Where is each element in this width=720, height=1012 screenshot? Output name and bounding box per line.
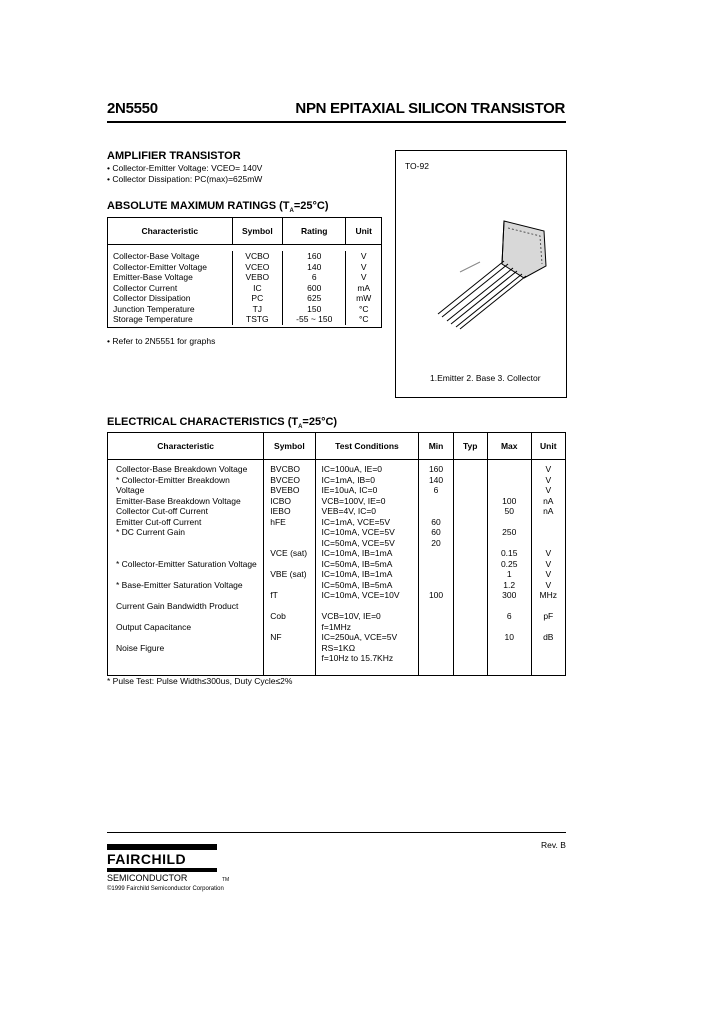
electrical-note: * Pulse Test: Pulse Width≤300us, Duty Cycle≤2% (107, 676, 293, 686)
table-row: Collector Current IC 600 mA (108, 283, 382, 294)
to92-package-icon (416, 206, 556, 336)
document-title: NPN EPITAXIAL SILICON TRANSISTOR (295, 100, 565, 117)
abs-max-note: • Refer to 2N5551 for graphs (107, 336, 216, 346)
brand-logo: FAIRCHILD (107, 851, 187, 867)
col-header: Symbol (264, 433, 315, 460)
col-header: Symbol (232, 218, 282, 245)
col-header: Test Conditions (315, 433, 419, 460)
copyright: ©1999 Fairchild Semiconductor Corporation (107, 886, 224, 892)
package-pins: 1.Emitter 2. Base 3. Collector (430, 373, 541, 383)
table-row: Collector-Base Voltage VCBO 160 V (108, 251, 382, 262)
amplifier-bullet: • Collector-Emitter Voltage: VCEO= 140V (107, 163, 263, 173)
col-header: Min (419, 433, 453, 460)
electrical-heading: ELECTRICAL CHARACTERISTICS $(T_A=25^\circ C)$ (107, 416, 338, 431)
col-header: Unit (346, 218, 382, 245)
col-header: Max (487, 433, 531, 460)
unit-cell: V V V nA nA V V V V MHz pF dB (531, 460, 565, 676)
table-row: Collector-Emitter Voltage VCEO 140 V (108, 262, 382, 273)
conditions-cell: IC=100uA, IE=0 IC=1mA, IB=0 IE=10uA, IC=0 VCB=100V, IE=0 VEB=4V, IC=0 IC=1mA, VCE=5V IC=10mA, VCE=5V IC=50mA, VCE=5V IC=10mA, IB=1mA IC=50mA, IB=5mA IC=10mA, IB=1mA IC=50mA, IB=5mA IC=10mA, VCE=10V VCB=10V, IE=0 f=1MHz IC=250uA, VCE=5V RS=1KΩ f=10Hz to 15.7KHz (315, 460, 419, 676)
electrical-table (107, 432, 566, 676)
logo-bar-bottom (107, 868, 217, 872)
package-box (395, 150, 567, 398)
characteristic-cell: Collector-Base Breakdown Voltage * Collector-Emitter Breakdown Voltage Emitter-Base Breakdown Voltage Collector Cut-off Current Emitter Cut-off Current * DC Current Gain * Collector-Emitter Saturation Voltage * Base-Emitter Saturation Voltage Current Gain Bandwidth Product Output Capacitance Noise Figure (108, 460, 264, 676)
footer-rule (107, 832, 566, 833)
logo-bar-top (107, 844, 217, 850)
col-header: Typ (453, 433, 487, 460)
abs-max-heading: ABSOLUTE MAXIMUM RATINGS $(T_A=25^\circ C)$ (107, 200, 329, 215)
amplifier-heading: AMPLIFIER TRANSISTOR (107, 150, 241, 162)
package-name: TO-92 (405, 161, 429, 171)
header-rule (107, 121, 566, 123)
col-header: Characteristic (108, 218, 233, 245)
table-row: Emitter-Base Voltage VEBO 6 V (108, 272, 382, 283)
brand-sub: SEMICONDUCTOR (107, 873, 188, 883)
part-number: 2N5550 (107, 100, 158, 117)
trademark: TM (222, 877, 230, 883)
table-row: Junction Temperature TJ 150 °C (108, 304, 382, 315)
typ-cell (453, 460, 487, 676)
symbol-cell: BVCBO BVCEO BVEBO ICBO IEBO hFE VCE (sat) VBE (sat) fT Cob NF (264, 460, 315, 676)
table-body (108, 460, 566, 676)
max-cell: 100 50 250 0.15 0.25 1 1.2 300 6 10 (487, 460, 531, 676)
min-cell: 160 140 6 60 60 20 100 (419, 460, 453, 676)
abs-max-table (107, 217, 382, 328)
table-row: Collector Dissipation PC 625 mW (108, 293, 382, 304)
amplifier-bullet: • Collector Dissipation: PC(max)=625mW (107, 174, 263, 184)
table-row: Storage Temperature TSTG -55 ~ 150 °C (108, 314, 382, 325)
col-header: Unit (531, 433, 565, 460)
col-header: Characteristic (108, 433, 264, 460)
revision: Rev. B (541, 840, 566, 850)
col-header: Rating (283, 218, 346, 245)
